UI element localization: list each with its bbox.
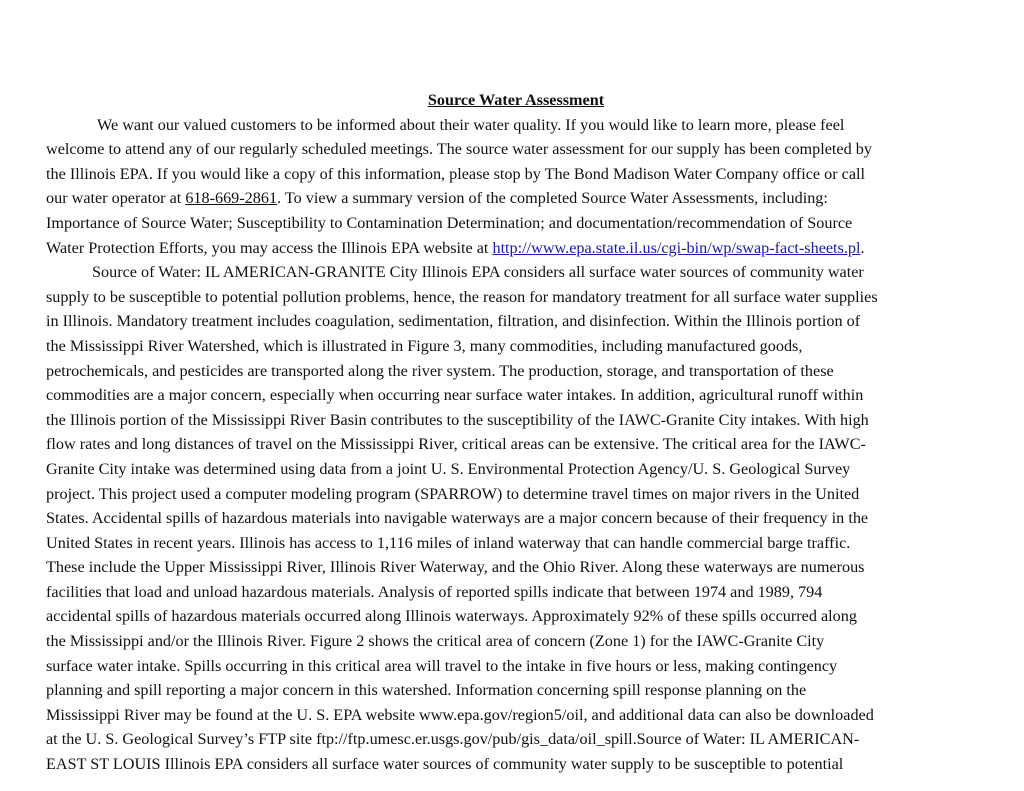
text-line: EAST ST LOUIS Illinois EPA considers all surface water sources of community water supply to be susceptible to potential	[46, 755, 844, 774]
text-line: supply to be susceptible to potential pollution problems, hence, the reason for mandatory treatment for all surface water supplies	[46, 287, 878, 306]
text-fragment: Water Protection Efforts, you may access the Illinois EPA website at	[46, 238, 493, 257]
text-line: United States in recent years. Illinois has access to 1,116 miles of inland waterway that can handle commercial barge traffic.	[46, 533, 851, 552]
paragraph-source-of-water	[46, 260, 986, 776]
text-line-phone	[46, 186, 986, 211]
phone-number: 618-669-2861	[185, 189, 278, 208]
text-line: welcome to attend any of our regularly scheduled meetings. The source water assessment for our supply has been completed by	[46, 140, 872, 159]
text-line: These include the Upper Mississippi River, Illinois River Waterway, and the Ohio River. Along these waterways are numerous	[46, 558, 865, 577]
text-line: planning and spill reporting a major concern in this watershed. Information concerning spill response planning on the	[46, 681, 807, 700]
text-line: in Illinois. Mandatory treatment includes coagulation, sedimentation, filtration, and disinfection. Within the Illinois portion of	[46, 312, 861, 331]
text-fragment: our water operator at	[46, 189, 186, 208]
text-line: commodities are a major concern, especially when occurring near surface water intakes. In addition, agricultural runoff within	[46, 386, 864, 405]
text-line: Importance of Source Water; Susceptibility to Contamination Determination; and documentation/recommendation of Source	[46, 213, 853, 232]
text-line: Source of Water: IL AMERICAN-GRANITE City Illinois EPA considers all surface water sources of community water	[92, 263, 864, 282]
text-line: surface water intake. Spills occurring in this critical area will travel to the intake in five hours or less, making contingency	[46, 656, 838, 675]
text-line: facilities that load and unload hazardous materials. Analysis of reported spills indicate that between 1974 and 1989, 794	[46, 582, 823, 601]
epa-swap-link[interactable]: http://www.epa.state.il.us/cgi-bin/wp/swap-fact-sheets.pl	[492, 238, 861, 257]
text-line-link	[46, 236, 986, 261]
paragraph-intro	[46, 113, 986, 261]
text-fragment: . To view a summary version of the completed Source Water Assessments, including:	[277, 189, 828, 208]
text-line: flow rates and long distances of travel on the Mississippi River, critical areas can be extensive. The critical area for the IAWC-	[46, 435, 866, 454]
text-line: the Mississippi River Watershed, which is illustrated in Figure 3, many commodities, including manufactured goods,	[46, 336, 803, 355]
text-fragment: .	[860, 238, 865, 257]
section-title: Source Water Assessment	[427, 91, 605, 109]
text-line: accidental spills of hazardous materials occurred along Illinois waterways. Approximately 92% of these spills occurred along	[46, 607, 857, 626]
text-line: project. This project used a computer modeling program (SPARROW) to determine travel times on major rivers in the United	[46, 484, 860, 503]
text-line: the Illinois EPA. If you would like a copy of this information, please stop by The Bond Madison Water Company office or call	[46, 164, 866, 183]
text-line: Granite City intake was determined using data from a joint U. S. Environmental Protection Agency/U. S. Geological Survey	[46, 459, 851, 478]
text-line: States. Accidental spills of hazardous materials into navigable waterways are a major concern because of their frequency in the	[46, 509, 869, 528]
text-line: at the U. S. Geological Survey’s FTP site ftp://ftp.umesc.er.usgs.gov/pub/gis_data/oil_spill.Source of Water: IL AMERICAN-	[46, 730, 860, 749]
text-line: We want our valued customers to be informed about their water quality. If you would like to learn more, please feel	[97, 115, 845, 134]
text-line: the Illinois portion of the Mississippi River Basin contributes to the susceptibility of the IAWC-Granite City intakes. With high	[46, 410, 869, 429]
text-line: the Mississippi and/or the Illinois River. Figure 2 shows the critical area of concern (Zone 1) for the IAWC-Granite City	[46, 632, 825, 651]
document-page	[46, 88, 986, 777]
text-line: petrochemicals, and pesticides are transported along the river system. The production, storage, and transportation of these	[46, 361, 834, 380]
text-line: Mississippi River may be found at the U. S. EPA website www.epa.gov/region5/oil, and additional data can also be downloaded	[46, 705, 874, 724]
